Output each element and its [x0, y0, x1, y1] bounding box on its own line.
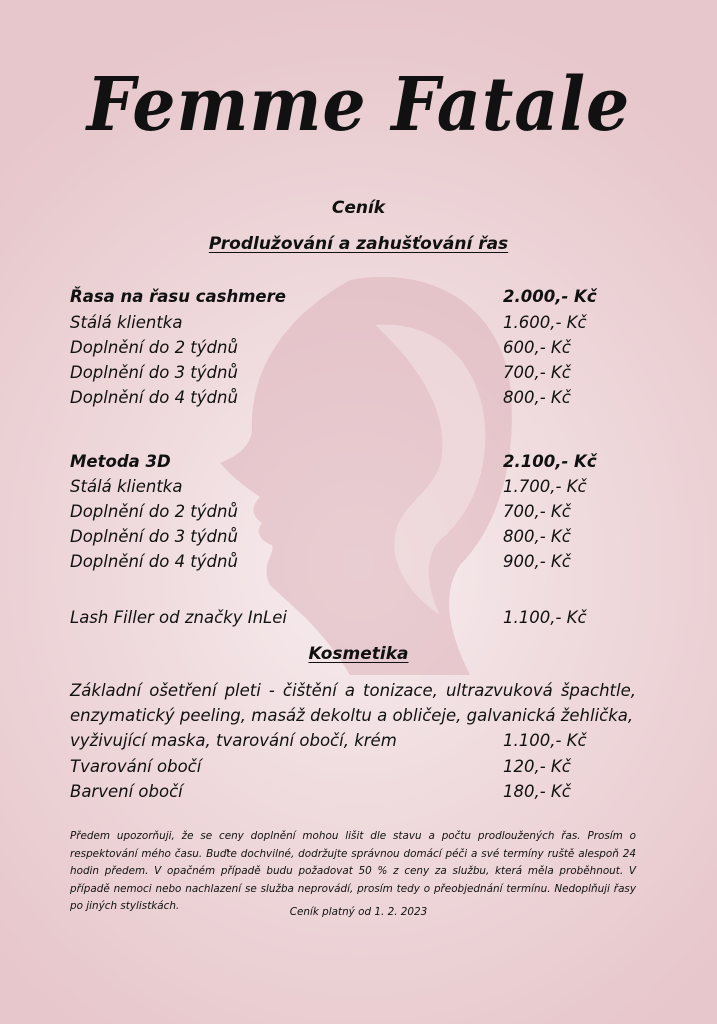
- price-row: Doplnění do 4 týdnů 800,- Kč: [70, 388, 571, 407]
- valid-from-text: Ceník platný od 1. 2. 2023: [289, 906, 428, 918]
- price-row: Doplnění do 2 týdnů 600,- Kč: [70, 338, 571, 357]
- price-row: Doplnění do 2 týdnů 700,- Kč: [70, 502, 571, 521]
- section-title-lashes: Prodlužování a zahušťování řas: [208, 234, 509, 254]
- price-list-title: Ceník: [331, 198, 386, 218]
- price-row: Doplnění do 4 týdnů 900,- Kč: [70, 552, 571, 571]
- cosmetics-basic-description: Základní ošetření pleti - čištění a tonizace, ultrazvuková špachtle, enzymatický peeling, masáž dekoltu a obličeje, galvanická žehlička,: [70, 681, 636, 725]
- price-row: Stálá klientka 1.700,- Kč: [70, 477, 587, 496]
- cosmetics-basic-last-line: vyživující maska, tvarování obočí, krém 1.100,- Kč: [70, 731, 587, 750]
- terms-note: Předem upozorňuji, že se ceny doplnění mohou lišit dle stavu a počtu prodloužených řas. Prosím o respektování mého času. Buďte dochvilné, dodržujte správnou domácí péči a své termíny ruště alespoň 24 hodin předem. V opačném případě budu požadovat 50 % z ceny za službu, která měla proběhnout. V případě nemoci nebo nachlazení se služba neprovádí, prosím tedy o přeobjednání termínu. Nedoplňuji řasy po jiných stylistkách.: [70, 830, 636, 912]
- price-row: Doplnění do 3 týdnů 800,- Kč: [70, 527, 571, 546]
- price-row-lash-filler: Lash Filler od značky InLei 1.100,- Kč: [70, 608, 587, 627]
- price-row: Doplnění do 3 týdnů 700,- Kč: [70, 363, 571, 382]
- price-row: Stálá klientka 1.600,- Kč: [70, 313, 587, 332]
- price-row-main: Řasa na řasu cashmere 2.000,- Kč: [70, 287, 597, 306]
- price-row-main: Metoda 3D 2.100,- Kč: [70, 452, 597, 471]
- section-title-cosmetics: Kosmetika: [308, 644, 409, 664]
- brand-logo: Femme Fatale: [86, 62, 631, 148]
- price-row: Barvení obočí 180,- Kč: [70, 782, 571, 801]
- price-row: Tvarování obočí 120,- Kč: [70, 757, 571, 776]
